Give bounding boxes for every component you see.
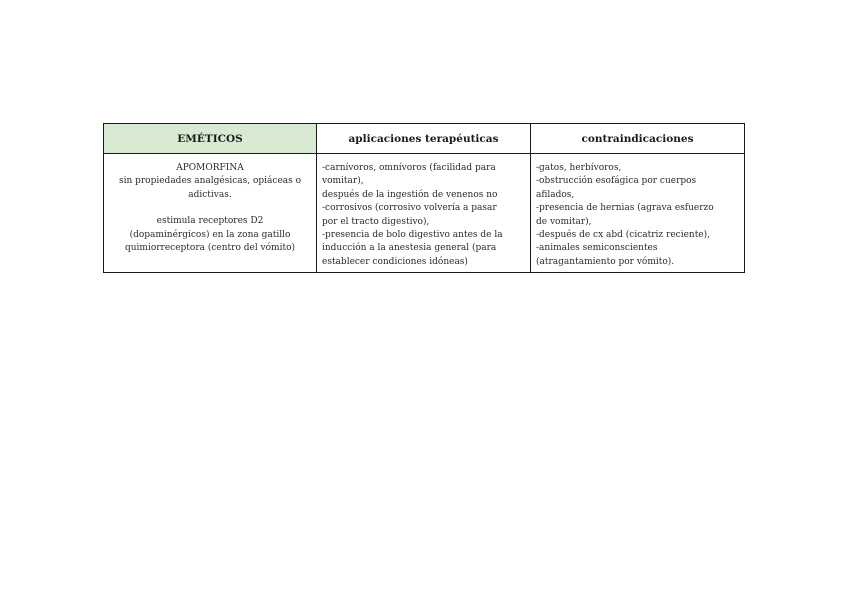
cell-text-line: sin propiedades analgésicas, opiáceas o <box>118 176 302 187</box>
cell-text-line: vomitar), <box>322 176 364 187</box>
table-row <box>104 154 745 273</box>
cell-text-line: inducción a la anestesia general (para <box>322 243 497 254</box>
header-contraindicaciones: contraindicaciones <box>531 124 745 154</box>
cell-aplicaciones <box>317 154 531 273</box>
cell-text-line: -presencia de hernias (agrava esfuerzo <box>536 203 714 214</box>
cell-text-line: -animales semiconscientes <box>536 243 658 254</box>
cell-text-line: adictivas. <box>188 189 232 200</box>
cell-text-line: -corrosivos (corrosivo volvería a pasar <box>322 203 497 214</box>
table-header-row <box>104 124 745 154</box>
cell-emeticos-description <box>104 154 317 273</box>
cell-text-line: por el tracto digestivo), <box>322 216 430 227</box>
drug-name: APOMORFINA <box>176 163 244 173</box>
cell-text-line: -presencia de bolo digestivo antes de la <box>322 230 503 241</box>
cell-text-line: -después de cx abd (cicatriz reciente), <box>536 230 711 241</box>
cell-text-line: (atragantamiento por vómito). <box>536 256 675 267</box>
cell-text-line: -gatos, herbívoros, <box>536 163 622 173</box>
cell-text-line: (dopaminérgicos) en la zona gatillo <box>129 229 291 240</box>
header-emeticos: EMÉTICOS <box>104 124 317 154</box>
cell-text-line: establecer condiciones idóneas) <box>322 256 468 267</box>
cell-text-line: afilados, <box>536 189 575 200</box>
cell-text-line: estimula receptores D2 <box>156 216 264 227</box>
cell-text-line: -carnívoros, omnívoros (facilidad para <box>322 163 496 173</box>
cell-text-line: quimiorreceptora (centro del vómito) <box>124 243 296 254</box>
cell-text-line: después de la ingestión de venenos no <box>322 189 498 200</box>
emeticos-table <box>103 123 745 273</box>
cell-text-line: de vomitar), <box>536 216 592 227</box>
header-aplicaciones-terapeuticas: aplicaciones terapéuticas <box>317 124 531 154</box>
cell-text-line: -obstrucción esofágica por cuerpos <box>536 176 697 187</box>
cell-contraindicaciones <box>531 154 745 273</box>
